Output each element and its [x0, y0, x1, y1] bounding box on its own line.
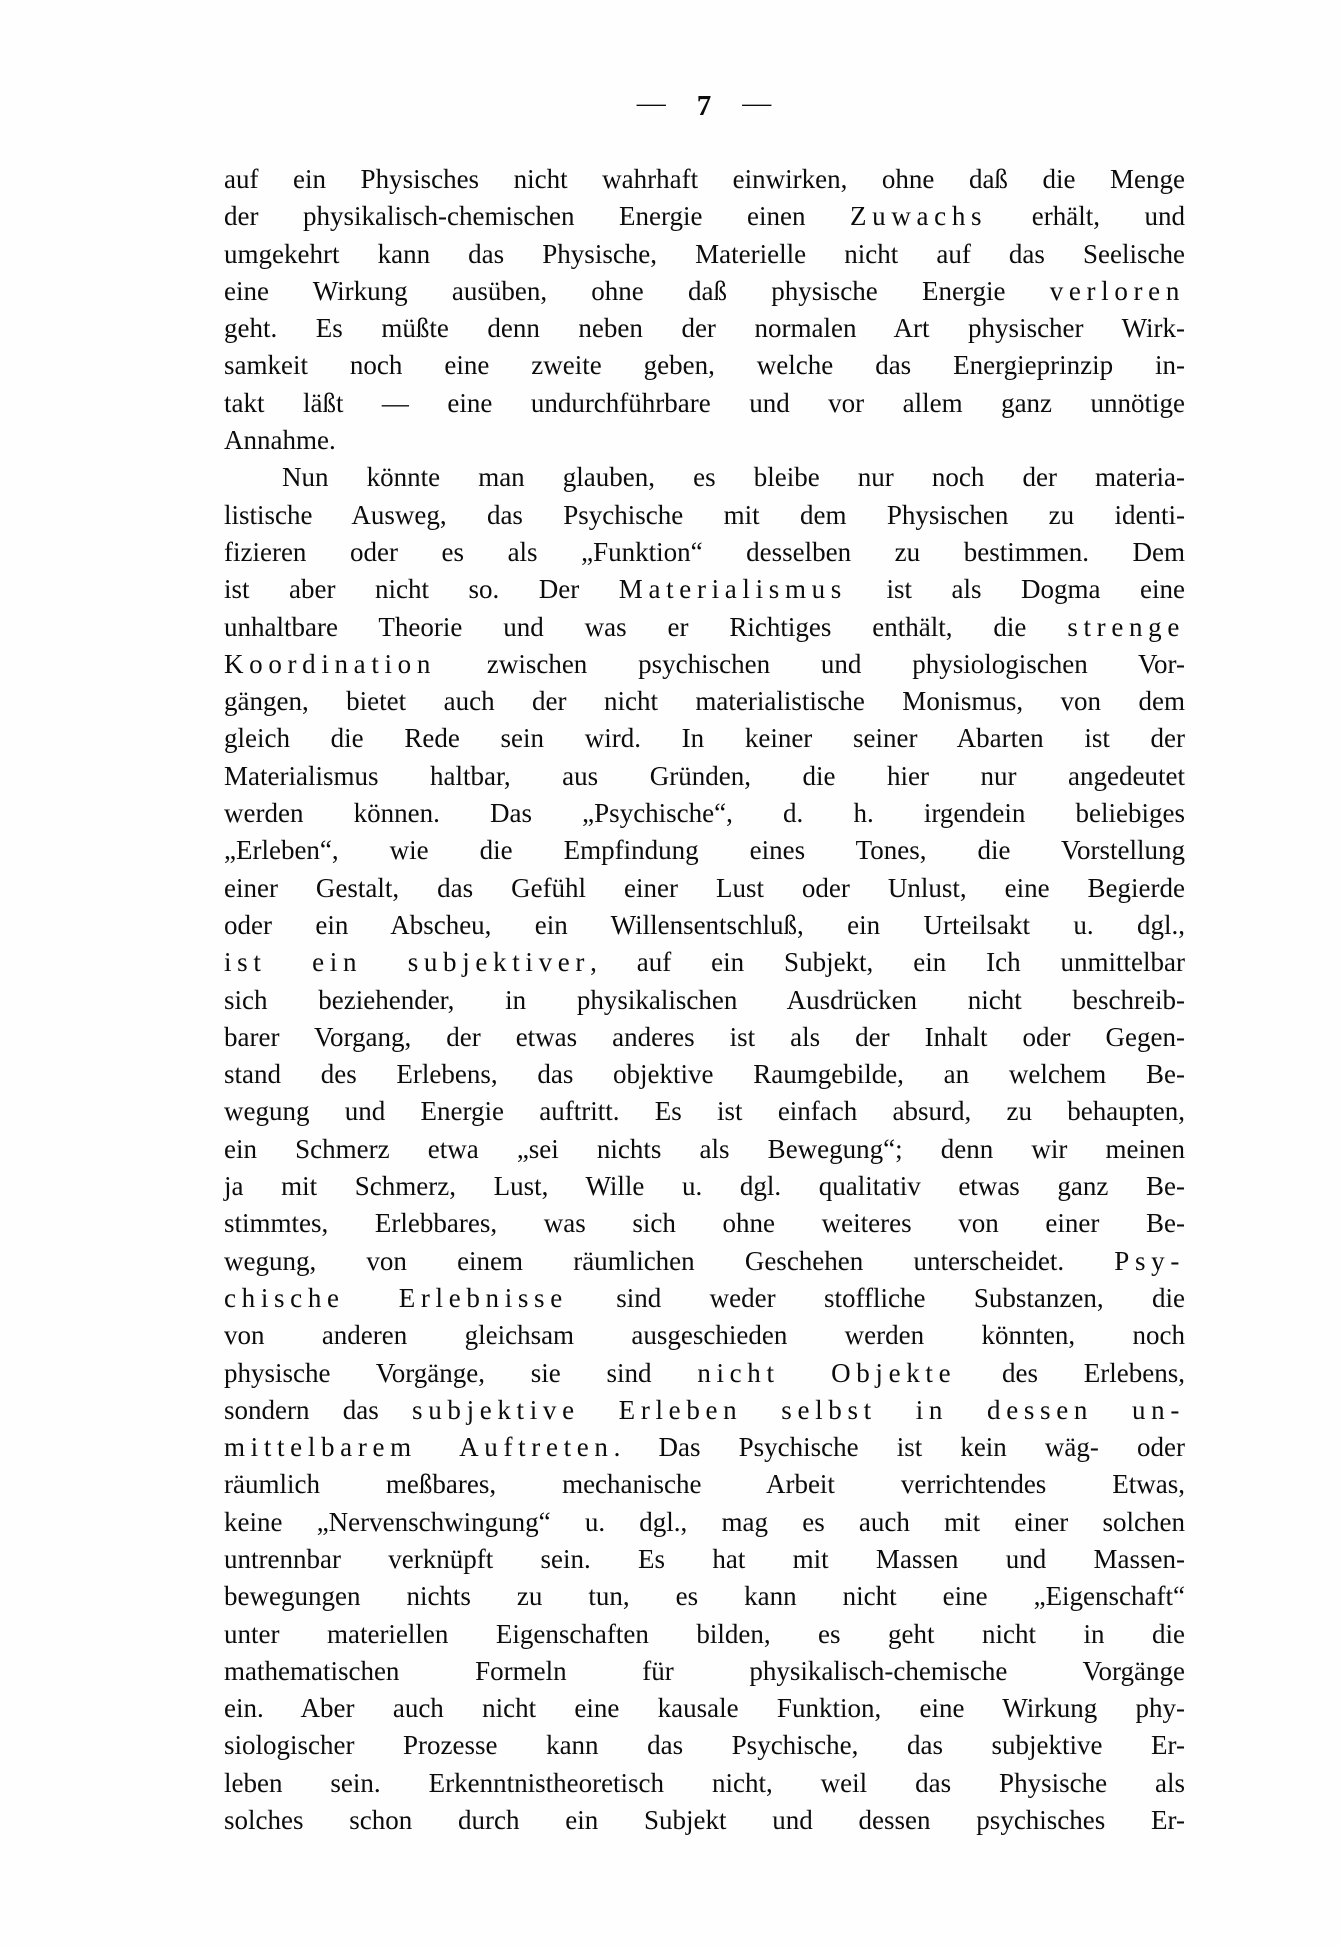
- text-segment: sind weder stoffliche Substanzen, die: [567, 1282, 1185, 1313]
- text-line: [224, 982, 1185, 1019]
- emphasized-text-segment: verloren: [1049, 275, 1185, 306]
- text-line: [224, 273, 1185, 310]
- text-segment: oder ein Abscheu, ein Willensentschluß, ein Urteilsakt u. dgl.,: [224, 909, 1185, 940]
- text-line: [224, 1429, 1185, 1466]
- text-line: [224, 385, 1185, 422]
- emphasized-text-segment: Koordination: [224, 648, 437, 679]
- text-line: [224, 1466, 1185, 1503]
- text-segment: Materialismus haltbar, aus Gründen, die hier nur angedeutet: [224, 760, 1185, 791]
- text-line: [224, 1093, 1185, 1130]
- text-segment: unhaltbare Theorie und was er Richtiges enthält, die: [224, 611, 1068, 642]
- text-segment: des Erlebens,: [956, 1357, 1185, 1388]
- text-line: [224, 1578, 1185, 1615]
- text-segment: einer Gestalt, das Gefühl einer Lust oder Unlust, eine Begierde: [224, 872, 1185, 903]
- text-line: [224, 1653, 1185, 1690]
- text-segment: von anderen gleichsam ausgeschieden werden könnten, noch: [224, 1320, 1185, 1351]
- text-segment: untrennbar verknüpft sein. Es hat mit Massen und Massen-: [224, 1543, 1185, 1574]
- text-line: [224, 609, 1185, 646]
- text-line: [224, 236, 1185, 273]
- text-line: [224, 497, 1185, 534]
- emphasized-text-segment: Materialismus: [618, 574, 847, 605]
- text-segment: wegung und Energie auftritt. Es ist einfach absurd, zu behaupten,: [224, 1096, 1185, 1127]
- emphasized-text-segment: nicht Objekte: [697, 1357, 957, 1388]
- text-segment: ist aber nicht so. Der: [224, 574, 619, 605]
- text-segment: fizieren oder es als „Funktion“ desselben zu bestimmen. Dem: [224, 536, 1185, 567]
- text-segment: ein Schmerz etwa „sei nichts als Bewegung“; denn wir meinen: [224, 1133, 1185, 1164]
- text-line: [224, 1355, 1185, 1392]
- text-segment: , auf ein Subjekt, ein Ich unmittelbar: [590, 947, 1186, 978]
- emphasized-text-segment: subjektive Erleben selbst in dessen un-: [412, 1394, 1185, 1425]
- header-left-dash: —: [636, 87, 667, 119]
- text-segment: listische Ausweg, das Psychische mit dem Physischen zu identi-: [224, 499, 1185, 530]
- text-segment: sich beziehender, in physikalischen Ausdrücken nicht beschreib-: [224, 984, 1185, 1015]
- text-line: [224, 310, 1185, 347]
- text-segment: bewegungen nichts zu tun, es kann nicht eine „Eigenschaft“: [224, 1581, 1185, 1612]
- text-segment: Annahme.: [224, 425, 336, 456]
- text-line: [224, 534, 1185, 571]
- text-segment: sondern das: [224, 1394, 413, 1425]
- text-segment: keine „Nervenschwingung“ u. dgl., mag es auch mit einer solchen: [224, 1506, 1185, 1537]
- text-line: [224, 1168, 1185, 1205]
- text-segment: samkeit noch eine zweite geben, welche das Energieprinzip in-: [224, 350, 1185, 381]
- text-line: [224, 832, 1185, 869]
- text-line: [224, 198, 1185, 235]
- text-segment: zwischen psychischen und physiologischen Vor-: [436, 648, 1185, 679]
- text-line: [224, 870, 1185, 907]
- text-line: [224, 944, 1185, 981]
- text-segment: wegung, von einem räumlichen Geschehen unterscheidet.: [224, 1245, 1115, 1276]
- emphasized-text-segment: ist ein subjektiver: [224, 947, 591, 978]
- text-segment: auf ein Physisches nicht wahrhaft einwirken, ohne daß die Menge: [224, 164, 1185, 194]
- text-segment: erhält, und: [987, 201, 1185, 232]
- text-line: [224, 1243, 1185, 1280]
- text-line: [224, 720, 1185, 757]
- text-line: [224, 459, 1185, 496]
- emphasized-text-segment: mittelbarem Auftreten: [224, 1432, 614, 1463]
- text-segment: geht. Es müßte denn neben der normalen Art physischer Wirk-: [224, 313, 1185, 344]
- text-line: [224, 1392, 1185, 1429]
- text-line: [224, 758, 1185, 795]
- text-line: [224, 683, 1185, 720]
- text-line: [224, 1765, 1185, 1802]
- text-segment: eine Wirkung ausüben, ohne daß physische Energie: [224, 275, 1050, 306]
- text-line: [224, 795, 1185, 832]
- text-segment: stand des Erlebens, das objektive Raumgebilde, an welchem Be-: [224, 1059, 1185, 1090]
- text-segment: barer Vorgang, der etwas anderes ist als der Inhalt oder Gegen-: [224, 1021, 1185, 1052]
- text-segment: der physikalisch-chemischen Energie einen: [224, 201, 851, 232]
- text-line: [224, 1280, 1185, 1317]
- page-header: [224, 87, 1185, 123]
- text-line: [224, 1056, 1185, 1093]
- text-segment: ein. Aber auch nicht eine kausale Funktion, eine Wirkung phy-: [224, 1693, 1185, 1724]
- emphasized-text-segment: strenge: [1067, 611, 1185, 642]
- header-right-dash: —: [742, 87, 773, 119]
- emphasized-text-segment: Zuwachs: [850, 201, 988, 232]
- text-line: [224, 1727, 1185, 1764]
- text-segment: takt läßt — eine undurchführbare und vor allem ganz unnötige: [224, 387, 1185, 418]
- text-segment: stimmtes, Erlebbares, was sich ohne weiteres von einer Be-: [224, 1208, 1185, 1239]
- text-line: [224, 571, 1185, 608]
- text-line: [224, 1131, 1185, 1168]
- text-segment: umgekehrt kann das Physische, Materielle nicht auf das Seelische: [224, 238, 1185, 269]
- text-segment: ja mit Schmerz, Lust, Wille u. dgl. qualitativ etwas ganz Be-: [224, 1171, 1185, 1202]
- text-segment: gängen, bietet auch der nicht materialistische Monismus, von dem: [224, 686, 1185, 717]
- text-segment: siologischer Prozesse kann das Psychische, das subjektive Er-: [224, 1730, 1185, 1761]
- page-number: 7: [696, 90, 713, 122]
- text-segment: solches schon durch ein Subjekt und dessen psychisches Er-: [224, 1805, 1185, 1836]
- emphasized-text-segment: Psy-: [1114, 1245, 1185, 1276]
- text-segment: leben sein. Erkenntnistheoretisch nicht, weil das Physische als: [224, 1767, 1185, 1798]
- text-line: [224, 422, 1185, 459]
- text-line: [224, 1541, 1185, 1578]
- text-segment: ist als Dogma eine: [846, 574, 1185, 605]
- text-segment: Nun könnte man glauben, es bleibe nur noch der materia-: [282, 462, 1185, 493]
- text-line: [224, 1802, 1185, 1839]
- text-segment: mathematischen Formeln für physikalisch-chemische Vorgänge: [224, 1655, 1185, 1686]
- text-line: [224, 1317, 1185, 1354]
- text-line: [224, 1205, 1185, 1242]
- text-segment: unter materiellen Eigenschaften bilden, es geht nicht in die: [224, 1618, 1185, 1649]
- text-segment: . Das Psychische ist kein wäg- oder: [613, 1432, 1186, 1463]
- text-segment: räumlich meßbares, mechanische Arbeit verrichtendes Etwas,: [224, 1469, 1185, 1500]
- text-column: [224, 161, 1185, 1839]
- text-line: [224, 1616, 1185, 1653]
- emphasized-text-segment: chische Erlebnisse: [224, 1282, 568, 1313]
- text-segment: werden können. Das „Psychische“, d. h. irgendein beliebiges: [224, 798, 1185, 829]
- text-segment: gleich die Rede sein wird. In keiner seiner Abarten ist der: [224, 723, 1185, 754]
- text-line: [224, 161, 1185, 198]
- text-line: [224, 646, 1185, 683]
- text-line: [224, 347, 1185, 384]
- text-line: [224, 1504, 1185, 1541]
- text-line: [224, 907, 1185, 944]
- text-segment: physische Vorgänge, sie sind: [224, 1357, 698, 1388]
- text-line: [224, 1019, 1185, 1056]
- text-line: [224, 1690, 1185, 1727]
- text-segment: „Erleben“, wie die Empfindung eines Tones, die Vorstellung: [224, 835, 1185, 866]
